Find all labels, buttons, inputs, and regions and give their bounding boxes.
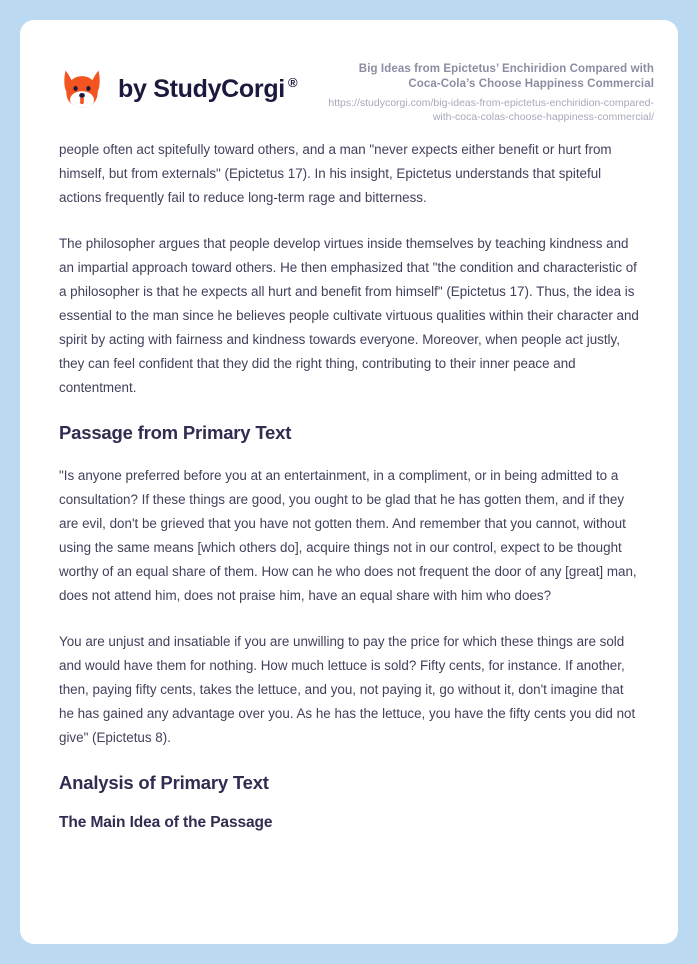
brand-wordmark-text: by StudyCorgi — [118, 74, 285, 103]
heading-passage-from-primary-text: Passage from Primary Text — [59, 422, 292, 443]
brand-wordmark — [118, 74, 298, 103]
paragraph-2: The philosopher argues that people develop virtues inside themselves by teaching kindness and an impartial approach toward others. He then emphasized that "the condition and characteristic of a philosopher is that he expects all hurt and benefit from himself" (Epictetus 17). Thus, the idea is essential to the man since he believes people cultivate virtuous qualities within their character and spirit by acting with fairness and kindness towards everyone. Moreover, when people act justly, they can feel confident that they did the right thing, contributing to their inner peace and contentment. — [59, 236, 639, 395]
header-meta — [324, 58, 654, 125]
page-title: Big Ideas from Epictetus’ Enchiridion Compared with Coca-Cola’s Choose Happiness Commercial — [358, 63, 654, 90]
document-card — [20, 20, 678, 944]
brand-logo[interactable] — [59, 58, 297, 112]
paragraph-4: You are unjust and insatiable if you are unwilling to pay the price for which these things are sold and would have them for nothing. How much lettuce is sold? Fifty cents, for instance. If another, then, paying fifty cents, takes the lettuce, and you, not paying it, go without it, don't imagine that he has gained any advantage over you. As he has the lettuce, you have the fifty cents you did not give" (Epictetus 8). — [59, 634, 636, 745]
corgi-face-icon — [59, 66, 105, 112]
heading-the-main-idea-of-the-passage: The Main Idea of the Passage — [59, 814, 273, 831]
source-url[interactable]: https://studycorgi.com/big-ideas-from-epictetus-enchiridion-compared-with-coca-colas-choose-happiness-commercial/ — [328, 97, 654, 124]
paragraph-3: "Is anyone preferred before you at an entertainment, in a compliment, or in being admitted to a consultation? If these things are good, you ought to be glad that he has gotten them, and if they are evil, don't be grieved that you have not gotten them. And remember that you cannot, without using the same means [which others do], acquire things not in our control, expect to be thought worthy of an equal share of them. How can he who does not frequent the door of any [great] man, does not attend him, does not praise him, have an equal share with him who does? — [59, 468, 637, 603]
heading-analysis-of-primary-text: Analysis of Primary Text — [59, 772, 269, 793]
document-header — [20, 20, 678, 138]
registered-trademark-icon: ® — [287, 74, 298, 90]
document-body — [20, 138, 678, 832]
paragraph-1: people often act spitefully toward others, and a man "never expects either benefit or hurt from himself, but from externals" (Epictetus 17). In his insight, Epictetus understands that spiteful actions frequently fail to reduce long-term rage and bitterness. — [59, 142, 612, 205]
